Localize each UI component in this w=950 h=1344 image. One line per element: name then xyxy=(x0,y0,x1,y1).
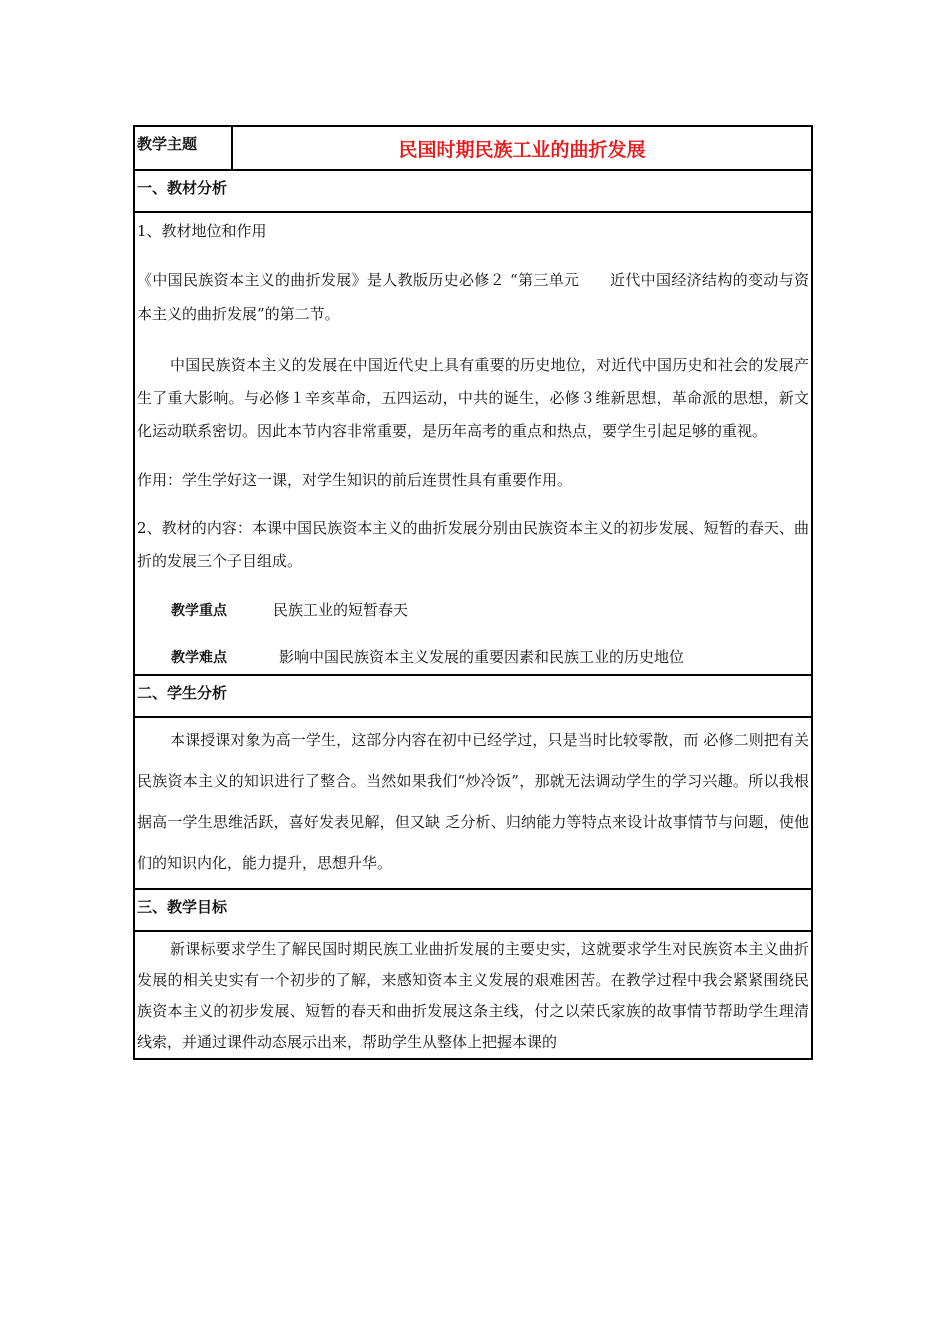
function-paragraph: 作用：学生学好这一课，对学生知识的前后连贯性具有重要作用。 xyxy=(137,471,573,489)
lesson-plan-page xyxy=(133,125,813,1060)
section-2-body xyxy=(134,717,812,889)
topic-title: 民国时期民族工业的曲折发展 xyxy=(232,126,812,170)
key-point-row xyxy=(137,596,809,625)
section-3-heading-row xyxy=(134,889,812,931)
difficult-point-row xyxy=(137,643,809,672)
section-3-body xyxy=(134,931,812,1059)
section-2-heading-row xyxy=(134,675,812,717)
textbook-content-paragraph: 2、教材的内容：本课中国民族资本主义的曲折发展分别由民族资本主义的初步发展、短暂的春天、曲折的发展三个子目组成。 xyxy=(137,519,809,570)
section-2-heading: 二、学生分析 xyxy=(134,675,812,717)
topic-row xyxy=(134,126,812,170)
section-1-heading-row xyxy=(134,170,812,212)
student-analysis-paragraph: 本课授课对象为高一学生，这部分内容在初中已经学过，只是当时比较零散，而 必修二则把有关民族资本主义的知识进行了整合。当然如果我们“炒冷饭”，那就无法调动学生的学习兴趣。所以我根据高一学生思维活跃，喜好发表见解，但又缺 乏分析、归纳能力等特点来设计故事情节与问题，使他们的知识内化，能力提升，思想升华。 xyxy=(137,731,809,872)
section-1-heading: 一、教材分析 xyxy=(134,170,812,212)
difficult-point-label: 教学难点 xyxy=(171,650,227,666)
lesson-plan-table xyxy=(133,125,813,1060)
textbook-position-paragraph: 《中国民族资本主义的曲折发展》是人教版历史必修２ “第三单元 近代中国经济结构的变动与资本主义的曲折发展”的第二节。 xyxy=(137,271,809,323)
section-1-body-row xyxy=(134,212,812,675)
historical-significance-paragraph: 中国民族资本主义的发展在中国近代史上具有重要的历史地位，对近代中国历史和社会的发展产生了重大影响。与必修１辛亥革命，五四运动，中共的诞生，必修３维新思想，革命派的思想，新文化运动联系密切。因此本节内容非常重要，是历年高考的重点和热点，要学生引起足够的重视。 xyxy=(137,356,809,440)
section-1-body xyxy=(134,212,812,675)
difficult-point-text: 影响中国民族资本主义发展的重要因素和民族工业的历史地位 xyxy=(279,648,685,666)
section-3-heading: 三、教学目标 xyxy=(134,889,812,931)
key-point-text: 民族工业的短暂春天 xyxy=(273,601,409,619)
textbook-position-subheading: 1、教材地位和作用 xyxy=(137,222,267,240)
section-3-body-row xyxy=(134,931,812,1059)
section-2-body-row xyxy=(134,717,812,889)
teaching-goal-paragraph: 新课标要求学生了解民国时期民族工业曲折发展的主要史实，这就要求学生对民族资本主义曲折发展的相关史实有一个初步的了解，来感知资本主义发展的艰难困苦。在教学过程中我会紧紧围绕民族资本主义的初步发展、短暂的春天和曲折发展这条主线，付之以荣氏家族的故事情节帮助学生理清线索，并通过课件动态展示出来，帮助学生从整体上把握本课的 xyxy=(137,940,809,1051)
key-point-label: 教学重点 xyxy=(171,603,227,619)
topic-label: 教学主题 xyxy=(134,126,232,170)
